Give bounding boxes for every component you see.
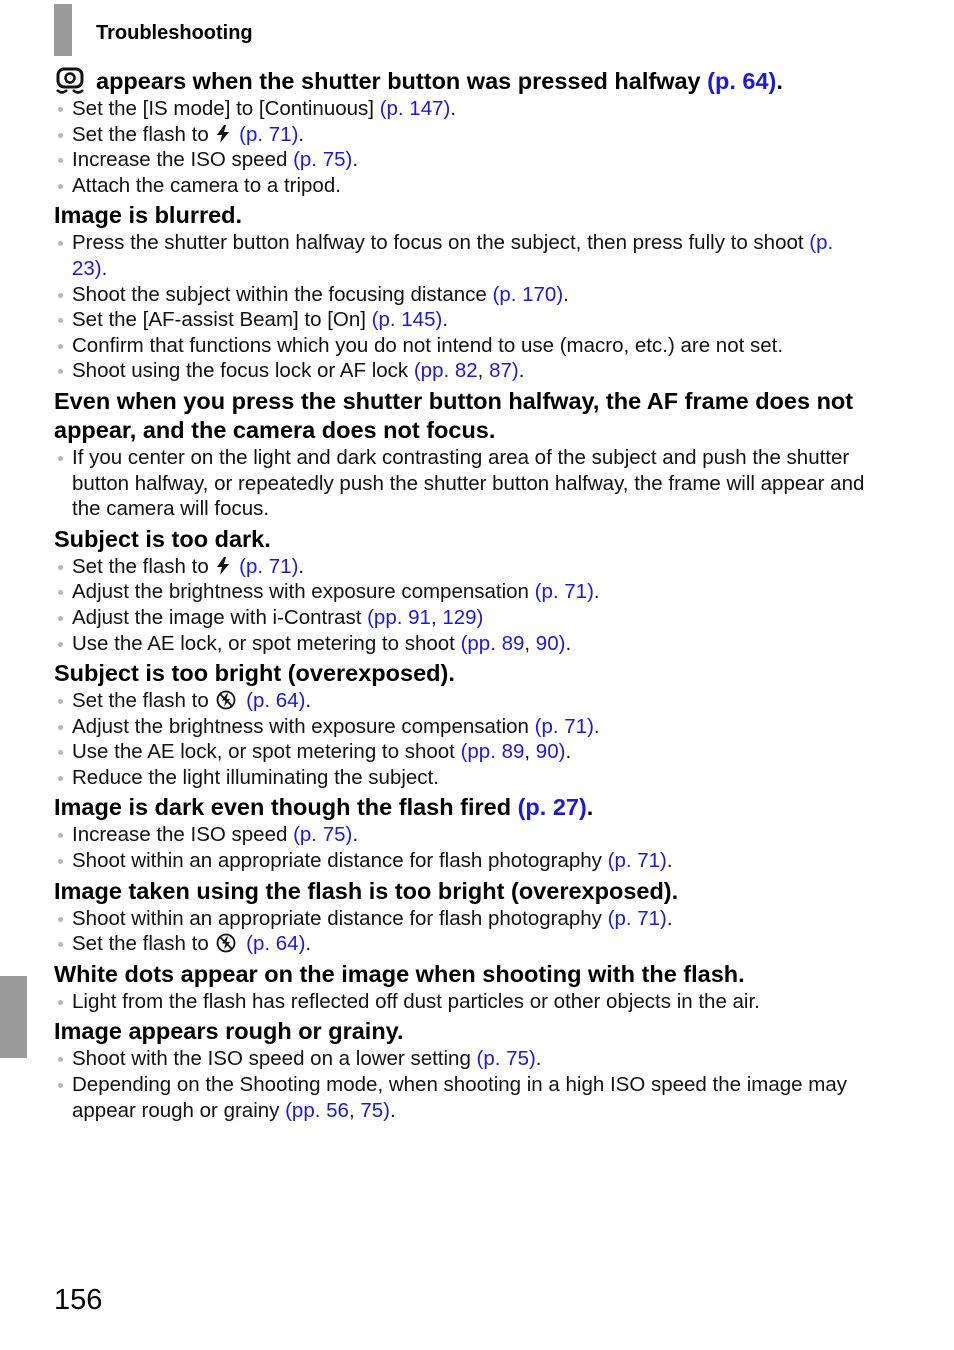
section-heading: White dots appear on the image when shooting with the flash. xyxy=(54,960,745,987)
section-af-frame xyxy=(54,387,874,522)
page-link[interactable]: (p. 71) xyxy=(607,906,667,930)
page-link[interactable]: (p. 75) xyxy=(476,1047,536,1071)
page-link[interactable]: (p. 75) xyxy=(293,148,353,172)
section-heading: Subject is too bright (overexposed). xyxy=(54,660,455,687)
list-item: Adjust the brightness with exposure compensation (p. 71). xyxy=(54,714,874,740)
chapter-tab-top xyxy=(54,4,72,56)
troubleshooting-content xyxy=(54,66,874,1126)
list-item: Adjust the brightness with exposure compensation (p. 71). xyxy=(54,579,874,605)
item-list xyxy=(54,822,874,873)
section-heading: Image appears rough or grainy. xyxy=(54,1018,404,1045)
item-list xyxy=(54,230,874,384)
list-item: Shoot using the focus lock or AF lock (pp. 82, 87). xyxy=(54,358,874,384)
list-item: Increase the ISO speed (p. 75). xyxy=(54,147,874,173)
list-item: Use the AE lock, or spot metering to shoot (pp. 89, 90). xyxy=(54,631,874,657)
item-list xyxy=(54,445,874,522)
page-link[interactable]: (pp. 56 xyxy=(285,1098,349,1122)
header-title: Troubleshooting xyxy=(96,22,253,44)
section-image-blurred xyxy=(54,201,874,384)
item-list xyxy=(54,96,874,198)
list-item: Set the flash to (p. 64). xyxy=(54,688,874,714)
section-heading: Image is dark even though the flash fired (p. 27). xyxy=(54,794,594,821)
page-link[interactable]: (p. 170) xyxy=(492,282,564,306)
list-item: Set the flash to (p. 71). xyxy=(54,554,874,580)
item-list xyxy=(54,554,874,656)
page-link[interactable]: 90) xyxy=(535,631,566,655)
section-too-bright xyxy=(54,659,874,790)
item-list xyxy=(54,906,874,957)
list-item: Use the AE lock, or spot metering to shoot (pp. 89, 90). xyxy=(54,739,874,765)
list-item: Shoot within an appropriate distance for flash photography (p. 71). xyxy=(54,906,874,932)
page-link[interactable]: (p. 71) xyxy=(534,714,594,738)
section-heading: Even when you press the shutter button halfway, the AF frame does not appear, and the camera does not focus. xyxy=(54,387,854,443)
page-link[interactable]: (p. 71) xyxy=(534,580,594,604)
list-item: Increase the ISO speed (p. 75). xyxy=(54,822,874,848)
page-link[interactable]: (p. 145) xyxy=(371,308,443,332)
page-link[interactable]: (p. 75) xyxy=(293,823,353,847)
page-link[interactable]: (p. 64) xyxy=(246,689,306,713)
list-item: Confirm that functions which you do not intend to use (macro, etc.) are not set. xyxy=(54,333,874,359)
list-item: Shoot the subject within the focusing distance (p. 170). xyxy=(54,282,874,308)
camera-shake-icon xyxy=(54,66,86,96)
list-item: If you center on the light and dark contrasting area of the subject and push the shutter button halfway, or repeatedly push the shutter button halfway, the frame will appear and the camera will focus. xyxy=(54,445,874,522)
page-number: 156 xyxy=(54,1284,103,1316)
list-item: Shoot within an appropriate distance for flash photography (p. 71). xyxy=(54,848,874,874)
page-link[interactable]: (p. 147) xyxy=(379,97,451,120)
flash-off-icon xyxy=(216,690,236,710)
section-heading: appears when the shutter button was pressed halfway (p. 64). xyxy=(54,66,874,96)
page-link[interactable]: 75) xyxy=(360,1098,390,1122)
page-link[interactable]: (p. 71) xyxy=(239,554,299,578)
section-dark-flash-fired xyxy=(54,793,874,873)
section-heading: Subject is too dark. xyxy=(54,525,271,552)
section-heading: Image is blurred. xyxy=(54,202,243,229)
page-link[interactable]: 87) xyxy=(489,359,519,383)
list-item: Set the [IS mode] to [Continuous] (p. 147). xyxy=(54,96,874,122)
page-link[interactable]: 129) xyxy=(442,605,484,629)
page-link[interactable]: (p. 23) xyxy=(72,231,834,280)
page-link[interactable]: (pp. 82 xyxy=(413,359,478,383)
flash-off-icon xyxy=(216,933,236,953)
list-item: Shoot with the ISO speed on a lower setting (p. 75). xyxy=(54,1046,874,1072)
item-list xyxy=(54,1046,874,1123)
page-link[interactable]: (p. 71) xyxy=(239,122,299,146)
section-heading: Image taken using the flash is too bright (overexposed). xyxy=(54,877,679,904)
list-item: Reduce the light illuminating the subject. xyxy=(54,765,874,791)
flash-on-icon xyxy=(216,557,230,575)
page-link[interactable]: (pp. 91 xyxy=(367,605,431,629)
list-item: Press the shutter button halfway to focus on the subject, then press fully to shoot (p. 23). xyxy=(54,230,874,281)
list-item: Adjust the image with i-Contrast (pp. 91, 129) xyxy=(54,605,874,631)
item-list xyxy=(54,688,874,790)
page-link[interactable]: (p. 71) xyxy=(607,849,667,873)
page-link[interactable]: (p. 27) xyxy=(517,794,587,821)
list-item: Light from the flash has reflected off dust particles or other objects in the air. xyxy=(54,989,874,1015)
list-item: Set the flash to (p. 64). xyxy=(54,931,874,957)
page-link[interactable]: (pp. 89 xyxy=(460,740,525,764)
flash-on-icon xyxy=(216,125,230,143)
section-flash-too-bright xyxy=(54,877,874,957)
section-rough-grainy xyxy=(54,1017,874,1123)
list-item: Depending on the Shooting mode, when shooting in a high ISO speed the image may appear rough or grainy (pp. 56, 75). xyxy=(54,1072,874,1123)
list-item: Set the flash to (p. 71). xyxy=(54,122,874,148)
page-link[interactable]: (p. 64) xyxy=(246,932,306,956)
page-link[interactable]: (pp. 89 xyxy=(460,631,525,655)
list-item: Attach the camera to a tripod. xyxy=(54,173,874,199)
chapter-tab-side xyxy=(0,976,27,1058)
list-item: Set the [AF-assist Beam] to [On] (p. 145). xyxy=(54,307,874,333)
page-link[interactable]: 90) xyxy=(535,740,566,764)
section-too-dark xyxy=(54,525,874,656)
section-camera-shake xyxy=(54,66,874,198)
page-link[interactable]: (p. 64) xyxy=(707,67,777,94)
section-white-dots xyxy=(54,960,874,1015)
item-list xyxy=(54,989,874,1015)
